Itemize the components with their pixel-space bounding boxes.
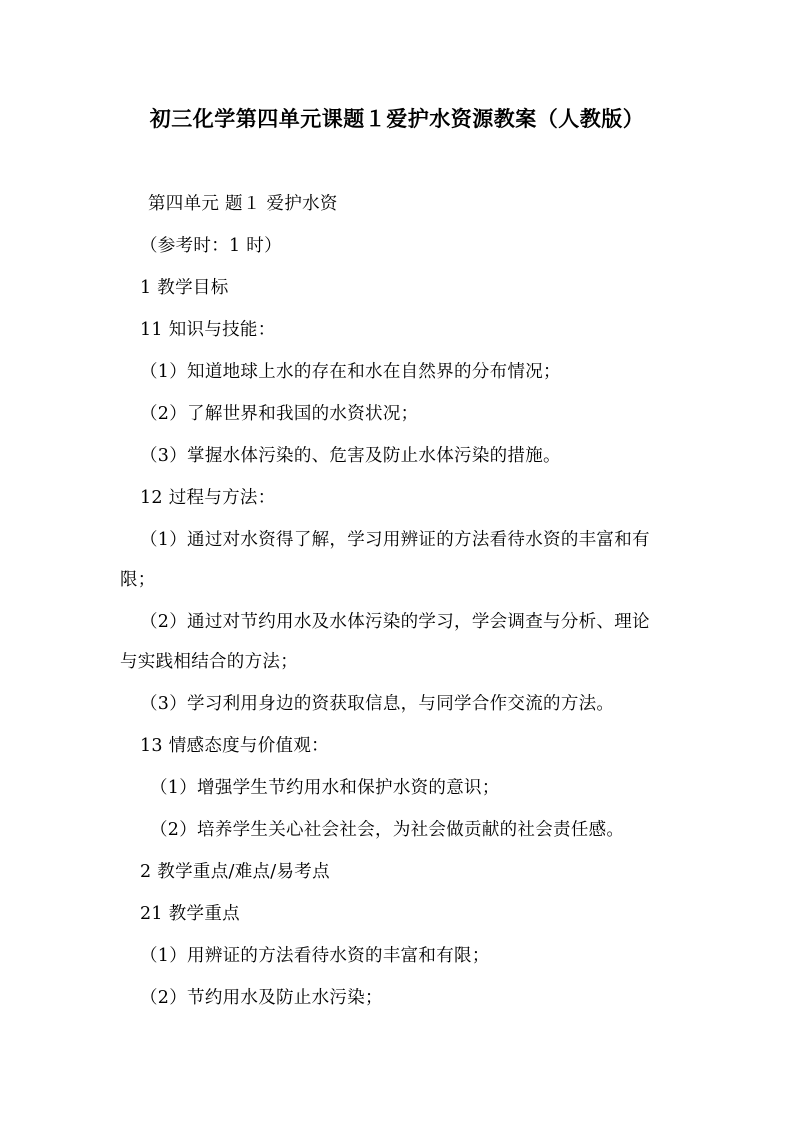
list-item: （2）节约用水及防止水污染； <box>140 988 383 1008</box>
unit-heading: 第四单元 题１ 爱护水资 <box>148 194 338 214</box>
subsection-heading: 11 知识与技能： <box>140 320 276 340</box>
list-item-continuation: 与实践相结合的方法； <box>120 652 298 672</box>
list-item-continuation: 限； <box>120 570 156 590</box>
reference-time: （参考时：1 时） <box>140 236 282 256</box>
document-title: 初三化学第四单元课题１爱护水资源教案（人教版） <box>149 106 645 131</box>
list-item: （2）培养学生关心社会社会，为社会做贡献的社会责任感。 <box>150 820 625 840</box>
list-item: （1）通过对水资得了解，学习用辨证的方法看待水资的丰富和有 <box>140 530 650 550</box>
list-item: （1）增强学生节约用水和保护水资的意识； <box>150 778 500 798</box>
section-heading: 2 教学重点/难点/易考点 <box>140 862 330 882</box>
list-item: （3）掌握水体污染的、危害及防止水体污染的措施。 <box>140 446 561 466</box>
list-item: （1）用辨证的方法看待水资的丰富和有限； <box>140 946 490 966</box>
subsection-heading: 12 过程与方法： <box>140 488 276 508</box>
list-item: （3）学习利用身边的资获取信息，与同学合作交流的方法。 <box>140 694 615 714</box>
list-item: （2）通过对节约用水及水体污染的学习，学会调查与分析、理论 <box>140 612 650 632</box>
list-item: （2）了解世界和我国的水资状况； <box>140 404 419 424</box>
subsection-heading: 21 教学重点 <box>140 904 240 924</box>
section-heading: 1 教学目标 <box>140 278 229 298</box>
subsection-heading: 13 情感态度与价值观： <box>140 736 329 756</box>
list-item: （1）知道地球上水的存在和水在自然界的分布情况； <box>140 362 561 382</box>
